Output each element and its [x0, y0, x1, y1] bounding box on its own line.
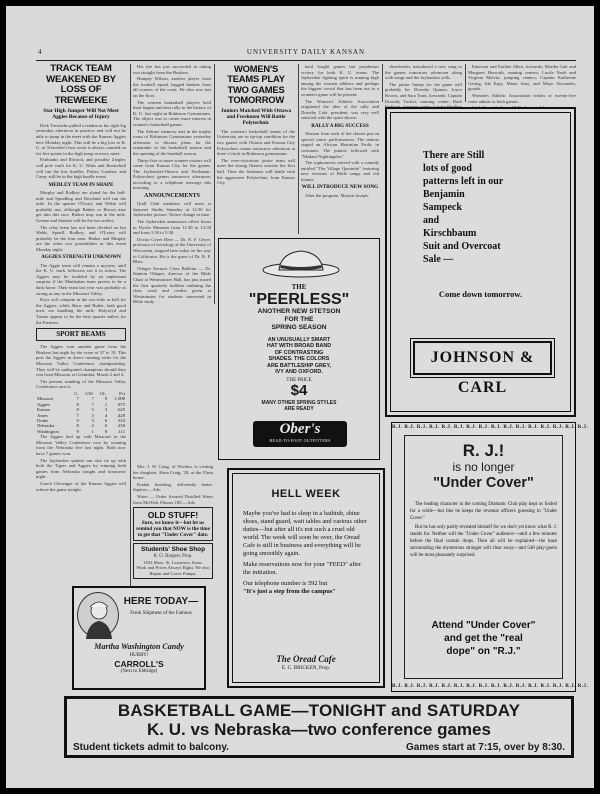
rj-cta: and get the "real: [444, 633, 523, 644]
table-header-cell: GL.: [99, 390, 108, 396]
article-paragraph: The Aldous' memory met in the trophy room of Robinson Gymnasium yesterday afternoon to discuss plans for the remainder of the basketball season and the opening of the baseball season.: [133, 128, 211, 156]
price: $4: [290, 382, 308, 400]
rj-border-text: R.J.: [552, 425, 564, 430]
rj-border-text: R.J.: [466, 425, 477, 430]
peerless-title: "PEERLESS": [248, 291, 350, 308]
team-name: Washington: [37, 428, 59, 434]
table-header-cell: Pct: [119, 390, 125, 396]
article-paragraph: Keys will compete in the two-mile or half for the Aggies, while Shaw and Butler, both good men, are handling the mile. Holyroyd and Turner appear to be the best quarter milers for the Farmers.: [36, 297, 126, 325]
article-paragraph: cheerleader, introduced a new song to the games tomorrow afternoon along with songs and the Jayhawker yells.: [385, 64, 462, 81]
standings-table: [36, 391, 126, 434]
candy-hurry: HURRY!: [129, 653, 149, 658]
article-paragraph: The women basketball players held their largest and best rally in the history of K. U. last night in Robinson Gymnasium. The object was to create more interest in women's basketball games.: [133, 99, 211, 127]
rj-border-text: R.J.: [453, 684, 465, 689]
ad-line: FOR THE: [284, 316, 314, 323]
article-paragraph: Coach Clevenger of the Kansas Aggies will referee the game tonight.: [36, 480, 126, 492]
hell-week-title: HELL WEEK: [271, 488, 341, 500]
ad-line: and: [423, 215, 440, 226]
table-cell: .428: [116, 412, 125, 418]
rj-border-text: R.J.: [392, 425, 403, 430]
table-cell: 1: [91, 428, 94, 434]
article-paragraph: hard fought games but prophesies victory for both K. U. teams. The Jayhawker fighting spirit is running high among the women athletes and perhaps the biggest crowd that has been out to a women's game will be present.: [301, 64, 379, 97]
announcement: Quill Club members will meet at Spooner Studio Saturday at 12:30 for Jayhawker picture. Notice change in time.: [133, 201, 211, 218]
medley-subhead: MEDLEY TEAM IN SHAPE: [48, 181, 114, 188]
article-paragraph: Kodak finishing, differently better. Squires.—Adv.: [133, 481, 213, 493]
article-paragraph: Fairbanks and Elwood, and possibly Ziegler, will pole vault for K. U. Watts and Rantschull will run the low hurdles. Fisher, Gardner, and Casey will be in the high hurdle event.: [36, 157, 126, 180]
rj-border-text: R.J.: [478, 684, 490, 689]
table-cell: 0: [104, 396, 108, 402]
rj-cta: dope" on "R.J.": [446, 646, 521, 657]
ad-description: AN UNUSUALLY SMART HAT WITH BROAD BAND OF CONTRASTING SHADES. THE COLORS ARE BATTLESHIP GREY, IVY AND OXFORD.: [266, 337, 332, 376]
announcement: Doctor Geyer Here — Dr. N. F. Geyer, professor of sociology at the University of Wisconsin, stopped here today on his way to California. He is the guest of Dr. B. F. Blair.: [133, 236, 211, 265]
johnson-carl-ad: [385, 107, 576, 417]
price-label: THE PRICE: [286, 378, 312, 384]
article-paragraph: Water — Order Aerated Distilled Water from McNish. Phones 180.—Adv.: [133, 493, 213, 505]
banner-line-2: K. U. vs Nebraska—two conference games: [147, 720, 491, 739]
table-cell: 1: [104, 401, 108, 407]
team-name: Missouri: [37, 396, 54, 402]
column-2: [133, 64, 211, 462]
rj-border-text: R.J.: [453, 425, 465, 430]
paper-name: UNIVERSITY DAILY KANSAN: [246, 48, 366, 56]
obers-tagline: HEAD-TO-FOOT OUTFITTERS: [269, 438, 331, 443]
table-cell: 6: [104, 418, 108, 423]
rj-border-text: R.J.: [404, 684, 415, 689]
column-5: [385, 64, 462, 102]
cafe-name: The Oread Cafe: [276, 654, 336, 664]
carrolls-name: CARROLL'S: [114, 659, 164, 669]
table-cell: 8: [76, 401, 79, 407]
article-paragraph: The junior lineup for the game will probably be: Dorothy Quinter, Joyce Brown, and Sara Trant, forwards; Captain Dorothy Tucker, running center; Ruth: [385, 81, 462, 104]
table-cell: 7: [91, 401, 94, 407]
rj-under-cover: "Under Cover": [433, 475, 534, 491]
rj-border-text: R.J.: [503, 425, 514, 430]
table-header-cell: GW.: [85, 390, 94, 396]
column-6: [468, 64, 576, 104]
rj-border-text: R.J.: [528, 425, 539, 430]
team-name: Nebraska: [37, 423, 55, 429]
johnson-carl-logo: JOHNSON & CARL: [413, 341, 552, 375]
table-header-cell: G.: [74, 390, 79, 396]
team-name: Aggies: [37, 401, 51, 407]
article-paragraph: The women's basketball teams of the University are in tip-top condition for the two games with Ottawa and Kansas City Polytechnic teams tomorrow afternoon at three o'clock in Robinson gymnasium.: [217, 128, 295, 157]
banner-balcony-note: Student tickets admit to balcony.: [73, 742, 229, 753]
martha-washington-portrait: [77, 592, 119, 638]
shoe-shop-column: [133, 464, 213, 604]
team-name: Kansas: [37, 407, 51, 413]
column-divider: [214, 64, 215, 304]
basketball-banner: [64, 696, 574, 758]
ad-line: Kirschbaum: [423, 228, 477, 239]
table-cell: 8: [76, 423, 79, 429]
rj-border-text: R.J.: [577, 425, 589, 430]
article-paragraph: Women's Athletic Association tickets or twenty-five cents admits to both games.: [468, 92, 576, 104]
old-stuff-body: Sure, we know it—but let us remind you that NOW is the time to get that "Under Cover" date.: [136, 520, 210, 539]
shoe-shop-name: Students' Shoe Shop: [140, 546, 205, 554]
carrolls-candy-ad: [72, 586, 206, 690]
cafe-paragraph: Our telephone number is 592 but: [243, 580, 328, 587]
column-1: [36, 64, 126, 604]
rj-border-text: R.J.: [441, 425, 453, 430]
rj-border-text: R.J.: [429, 684, 440, 689]
banner-game-time: Games start at 7:15, over by 8:30.: [406, 742, 565, 753]
article-paragraph: The present standing of the Missouri Valley Conference race is:: [36, 378, 126, 390]
shoe-shop-address: 1033 Mass. St. Lawrence, Kans.: [143, 559, 203, 565]
article-paragraph: Thirty-five or more women visitors will come from Kansas City for the games. The Jayhawker-Ottawa and Freshman-Polytechnic games tomorrow afternoon, according to a telephone message this morning.: [133, 157, 211, 191]
portrait-icon: [78, 593, 120, 639]
rj-under-cover-ad: [391, 422, 589, 692]
womens-teams-subhead: Juniors Matched With Ottawa and Freshmen Will Battle Polytechnic: [220, 107, 292, 127]
article-paragraph: The sophomores starred with a comedy entitled "The Village Quartette" featuring new versions of Bible songs and old hymns.: [301, 160, 379, 182]
old-stuff-title: OLD STUFF!: [147, 510, 199, 521]
table-cell: .333: [116, 418, 125, 423]
rj-border-bottom: [392, 684, 589, 689]
table-cell: 9: [76, 428, 79, 434]
rj-border-text: R.J.: [540, 684, 552, 689]
candy-title: HERE TODAY—: [123, 596, 199, 607]
rj-border-text: R.J.: [429, 425, 440, 430]
column-divider: [382, 64, 383, 102]
rj-border-text: R.J.: [503, 684, 514, 689]
table-cell: .250: [116, 423, 125, 429]
article-paragraph: The Jayhawker quintet can also tie up with both the Tigers and Aggies by winning both games from Nebraska tonight and tomorrow night.: [36, 457, 126, 480]
table-cell: 7: [91, 396, 94, 402]
announcement: Olinger Secures Class Bulletin — Dr. Stanton Olinger, director of the Bible Chair at Westminster Hall, has just issued the first quarterly bulletin outlining the class work and credits given at Westminster for students interested in Bible study.: [133, 265, 211, 305]
table-cell: 1.000: [114, 396, 125, 402]
rj-paragraph: The leading character in the coming Dramatic Club play kept us fooled for a while—but like he keeps the revenue officers guessing in "Under Cover.": [410, 502, 557, 521]
article-paragraph: The Aggie team will remain a mystery until the K. U. track followers see it in action. The Aggies may be troubled by an unpleasant surprise if the Manhattan team proves to be a dark horse. Their team last year was probably as strong as any in the Missouri Valley.: [36, 262, 126, 296]
table-cell: 3: [104, 407, 108, 413]
rj-border-text: R.J.: [515, 684, 527, 689]
article-paragraph: The ever-victorious junior team will meet the strong Ottawa sextette the first half. Then the freshmen will battle with the aggressive Polytechnic from Kansas City.: [217, 157, 295, 186]
table-cell: 8: [104, 428, 108, 434]
table-cell: 3: [91, 418, 94, 423]
rj-border-text: R.J.: [565, 425, 576, 430]
masthead: [36, 48, 576, 59]
team-name: Ames: [37, 412, 48, 418]
rj-border-text: R.J.: [441, 684, 453, 689]
column-divider: [298, 64, 299, 234]
rj-border-text: R.J.: [466, 684, 477, 689]
table-cell: 8: [76, 407, 79, 413]
table-cell: 7: [76, 396, 79, 402]
article-paragraph: The relay team has not been decided on but Webb, Spradl, Rodkey, and O'Leary will probably be the four men. Rinker and Murphy are the other two possibilities in this event Monday night.: [36, 224, 126, 252]
rj-border-text: R.J.: [491, 425, 502, 430]
column-divider: [130, 64, 131, 604]
article-paragraph: Women from each of the classes put on special comic performances. The seniors staged an African Hawaiian Frolic in costumes. The juniors followed with "Madam Nightingales.": [301, 131, 379, 159]
candy-product: Martha Washington Candy: [94, 642, 184, 651]
carrolls-location: (Next to Eldridge): [120, 669, 158, 674]
rally-subhead: RALLY A BIG SUCCESS: [311, 122, 369, 129]
article-paragraph: The Women's Athletic Association originated the idea of the rally and Dorothy Cole, president, was very well satisfied with the spirit shown.: [301, 98, 379, 121]
ad-line: SPRING SEASON: [271, 324, 327, 331]
article-paragraph: Dick Treweeke pulled a tendon in his right leg yesterday afternoon in practice and will not be able to jump in the meet with the Kansas Aggies here Monday night. This will be a big loss to K. U. as Treweeke's best work is always counted on for five points in the high jump at every meet.: [36, 122, 126, 156]
song-subhead: WILL INTRODUCE NEW SONG: [301, 184, 379, 191]
rj-border-text: R.J.: [552, 684, 564, 689]
rj-border-text: R.J.: [528, 684, 539, 689]
table-cell: .625: [116, 407, 125, 413]
article-paragraph: After the program, Marion Joseph,: [305, 192, 369, 198]
rj-border-text: R.J.: [577, 684, 589, 689]
ad-line: Sale —: [423, 254, 454, 265]
rj-border-text: R.J.: [540, 425, 552, 430]
masthead-rule: [36, 60, 576, 61]
rj-paragraph: But he has only partly revealed himself for we don't yet know what R. J. stands for. Neither will the "Under Cover" audience—until a few minutes before the final curtain drops. Then all will be explained—the haze surrounding the mysterious stranger will clear away—and 540 play-goers will be most pleasantly surprised.: [410, 525, 557, 558]
article-paragraph: The Aggies won another game from the Huskers last night by the score of 37 to 19. This puts the Aggies in direct running order for the Missouri Valley Conference championship. They will be undisputed champions should they win from Missouri at Columbia, March 2 and 4.: [36, 344, 126, 378]
rj-border-text: R.J.: [515, 425, 527, 430]
table-cell: 3: [91, 412, 94, 418]
banner-line-1: BASKETBALL GAME—TONIGHT and SATURDAY: [117, 701, 521, 720]
track-team-headline: TRACK TEAM WEAKENED BY LOSS OF TREWEEKE: [46, 63, 116, 106]
ad-the: THE: [291, 283, 307, 291]
oread-cafe-ad: [227, 468, 385, 688]
article-paragraph: Murphy and Rodkey are slated for the half-mile and Spradling and Rowland will run the mile. In the quarter O'Leary and Welsh will probably run, although Rinker or Brown may get into this race. Rinker may run in the mile. Greene and Statzler will be the two milers.: [36, 189, 126, 223]
womens-teams-headline: WOMEN'S TEAMS PLAY TWO GAMES TOMORROW: [227, 63, 285, 106]
ad-line: patterns left in our: [423, 176, 504, 187]
ad-line: MANY OTHER SPRING STYLES ARE READY: [261, 400, 337, 413]
article-paragraph: Emerson and Earline Allen, forwards; Martha Gair and Margaret Haworth, running centers; Lucile Noah and Virginia Melvin, jumping centers; Captain Katherine Gering, Ida Espy, Marie Amy, and Maye Alexander, guards.: [468, 64, 576, 92]
sport-beams-heading: SPORT BEAMS: [36, 328, 126, 341]
newspaper-page: [6, 6, 594, 788]
article-paragraph: His fire has just succeeded in taking two straight from the Huskers.: [133, 64, 211, 75]
ad-line: Come down tomorrow.: [438, 289, 523, 299]
table-cell: 7: [76, 412, 79, 418]
column-divider: [465, 64, 466, 102]
ad-line: Benjamin: [423, 189, 465, 200]
cafe-paragraph: Maybe you've had to sleep in a bathtub, shine shoes, stand guard, wait tables and various other duties—but after all it's not such a cruel old world. The week will soon be over, the Oread Cafe is still in business and everything will be going smoothly again.: [243, 510, 367, 557]
rj-line: is no longer: [452, 460, 515, 474]
ad-line: There are Still: [423, 150, 485, 161]
cafe-tagline: "It's just a step from the campus": [243, 588, 336, 595]
ad-line: lots of good: [423, 163, 472, 174]
obers-peerless-ad: [218, 238, 380, 460]
announcement: The Jayhawker announces office hours in Dyche Museum from 11:30 to 12:30 and from 1:30 to 5:30.: [133, 219, 211, 236]
hat-icon: [261, 247, 341, 279]
column-4: [301, 64, 379, 234]
rj-border-text: R.J.: [565, 684, 576, 689]
table-cell: 2: [91, 423, 94, 429]
table-cell: 5: [91, 407, 94, 413]
rj-border-top: [392, 425, 589, 430]
ad-line: Sampeck: [423, 202, 462, 213]
aggies-subhead: AGGIES STRENGTH UNKNOWN: [41, 254, 121, 261]
track-team-subhead: Star High Jumper Will Not Meet Aggies Because of Injury: [43, 108, 119, 121]
page-number: 4: [38, 48, 42, 56]
table-cell: .875: [116, 401, 125, 407]
candy-fresh: Fresh Shipment of the Famous: [130, 611, 192, 616]
rj-cta: Attend "Under Cover": [431, 620, 536, 631]
rj-border-text: R.J.: [404, 425, 415, 430]
table-cell: .111: [117, 428, 125, 434]
column-3: [217, 64, 295, 234]
ad-line: ANOTHER NEW STETSON: [257, 308, 341, 315]
cafe-paragraph: Make reservations now for your "FEED" after the initiation.: [243, 561, 362, 576]
rj-border-text: R.J.: [478, 425, 490, 430]
rj-border-text: R.J.: [491, 684, 502, 689]
ad-line: Suit and Overcoat: [423, 241, 501, 252]
shoe-shop-tagline: Work and Prices Always Right. We also Repair and Cover Pumps.: [136, 565, 210, 576]
table-cell: 4: [104, 412, 108, 418]
table-cell: 6: [104, 423, 108, 429]
shoe-shop-owner: R. O. Burgert, Prop.: [153, 554, 193, 560]
rj-border-text: R.J.: [416, 425, 428, 430]
cafe-owner: E. C. BRICKEN, Prop.: [281, 665, 331, 671]
announcements-heading: ANNOUNCEMENTS: [143, 193, 200, 200]
article-paragraph: Mrs. J. W. Craig, of Wichita, is visiting her daughter, Alma Craig, '29, at the Theta house.: [133, 464, 213, 481]
article-paragraph: Humpty Wilson, another player from the football squad, bagged baskets from all corners of the court. He also was fast on the floor.: [133, 76, 211, 98]
rj-border-text: R.J.: [392, 684, 403, 689]
team-name: Drake: [37, 418, 49, 423]
obers-logo: Ober's: [279, 421, 321, 437]
rj-title: R. J.!: [462, 441, 505, 460]
rj-border-text: R.J.: [416, 684, 428, 689]
table-cell: 9: [76, 418, 79, 423]
article-paragraph: The Aggies tied up with Missouri in the Missouri Valley Conference race by winning from the Nebraska five last night. Both now have 7 games won.: [36, 434, 126, 456]
